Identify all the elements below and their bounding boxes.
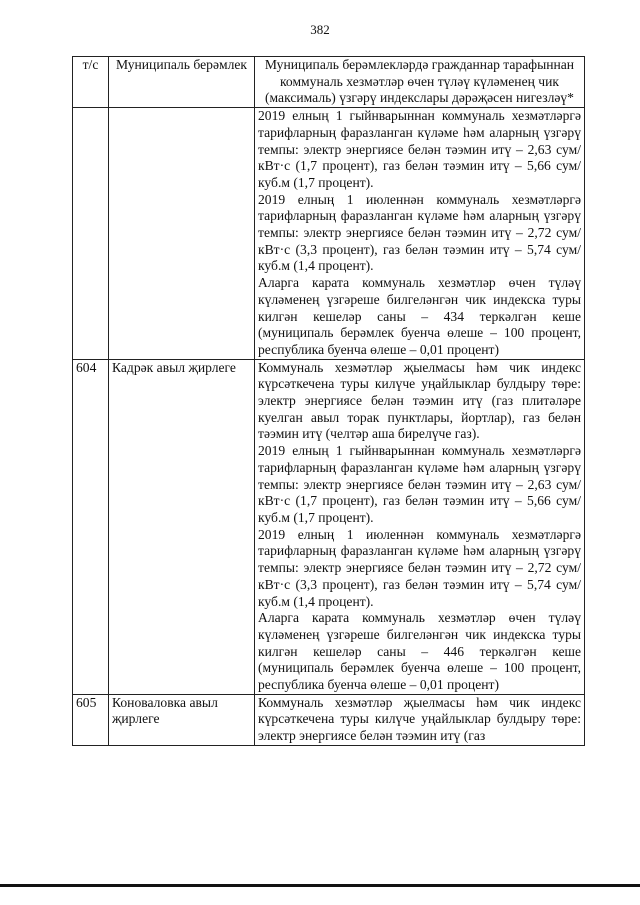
tariff-index-table [72,56,585,746]
table-body [73,108,585,746]
table-header-row [73,57,585,108]
description-cell [255,108,585,360]
description-cell [255,359,585,694]
description-paragraph: Коммуналь хезмәтләр җыелмасы һәм чик индекс күрсәткечена туры килүче уңайлыклар булдыру төре: электр энергиясе белән тәэмин итү (газ [258,694,581,744]
description-paragraph: 2019 елның 1 июленнән коммуналь хезмәтләргә тарифларның фаразланган күләме һәм аларның үзгәрү темпы: электр энергиясе белән тәэмин итү – 2,72 сум/кВт·с (3,3 процент), газ белән тәэмин итү – 5,74 сум/куб.м (1,4 процент). [258,526,581,609]
description-paragraph: Коммуналь хезмәтләр җыелмасы һәм чик индекс күрсәткечена туры килүче уңайлыклар булдыру төре: электр энергиясе белән тәэмин итү (газ плитәләре куелган авыл торак пунктлары, йортлар), газ белән тәэмин итү (челтәр аша бирелүче газ). [258,359,581,442]
bottom-border [0,884,640,887]
header-municipality: Муниципаль берәмлек [109,57,255,108]
municipality-name [109,108,255,360]
description-paragraph: Аларга карата коммуналь хезмәтләр өчен түләү күләменең үзгәреше билгеләнгән чик индекска туры килгән кешеләр саны – 446 теркәлгән кеше (муниципаль берәмлек буенча өлеше – 100 процент, республика буенча өлеше – 0,01 процент) [258,610,581,693]
table-row [73,694,585,745]
row-number [73,108,109,360]
description-paragraph: 2019 елның 1 июленнән коммуналь хезмәтләргә тарифларның фаразланган күләме һәм аларның үзгәрү темпы: электр энергиясе белән тәэмин итү – 2,72 сум/кВт·с (3,3 процент), газ белән тәэмин итү – 5,74 сум/куб.м (1,4 процент). [258,191,581,274]
table-row [73,108,585,360]
header-description: Муниципаль берәмлекләрдә гражданнар тарафыннан коммуналь хезмәтләр өчен түләү күләменең чик (максималь) үзгәрү индекслары дәрәҗәсен нигезләү* [255,57,585,108]
description-paragraph: Аларга карата коммуналь хезмәтләр өчен түләү күләменең үзгәреше билгеләнгән чик индекска туры килгән кешеләр саны – 434 теркәлгән кеше (муниципаль берәмлек буенча өлеше – 100 процент, республика буенча өлеше – 0,01 процент) [258,275,581,357]
page-number: 382 [310,22,330,37]
description-cell [255,694,585,745]
row-number: 605 [73,694,109,745]
header-number: т/с [73,57,109,108]
municipality-name: Коноваловка авыл җирлеге [109,694,255,745]
municipality-name: Кадрәк авыл җирлеге [109,359,255,694]
table-row [73,359,585,694]
description-paragraph: 2019 елның 1 гыйнварыннан коммуналь хезмәтләргә тарифларның фаразланган күләме һәм аларның үзгәрү темпы: электр энергиясе белән тәэмин итү – 2,63 сум/кВт·с (1,7 процент), газ белән тәэмин итү – 5,66 сум/куб.м (1,7 процент). [258,108,581,190]
row-number: 604 [73,359,109,694]
description-paragraph: 2019 елның 1 гыйнварыннан коммуналь хезмәтләргә тарифларның фаразланган күләме һәм аларның үзгәрү темпы: электр энергиясе белән тәэмин итү – 2,63 сум/кВт·с (1,7 процент), газ белән тәэмин итү – 5,66 сум/куб.м (1,7 процент). [258,443,581,525]
